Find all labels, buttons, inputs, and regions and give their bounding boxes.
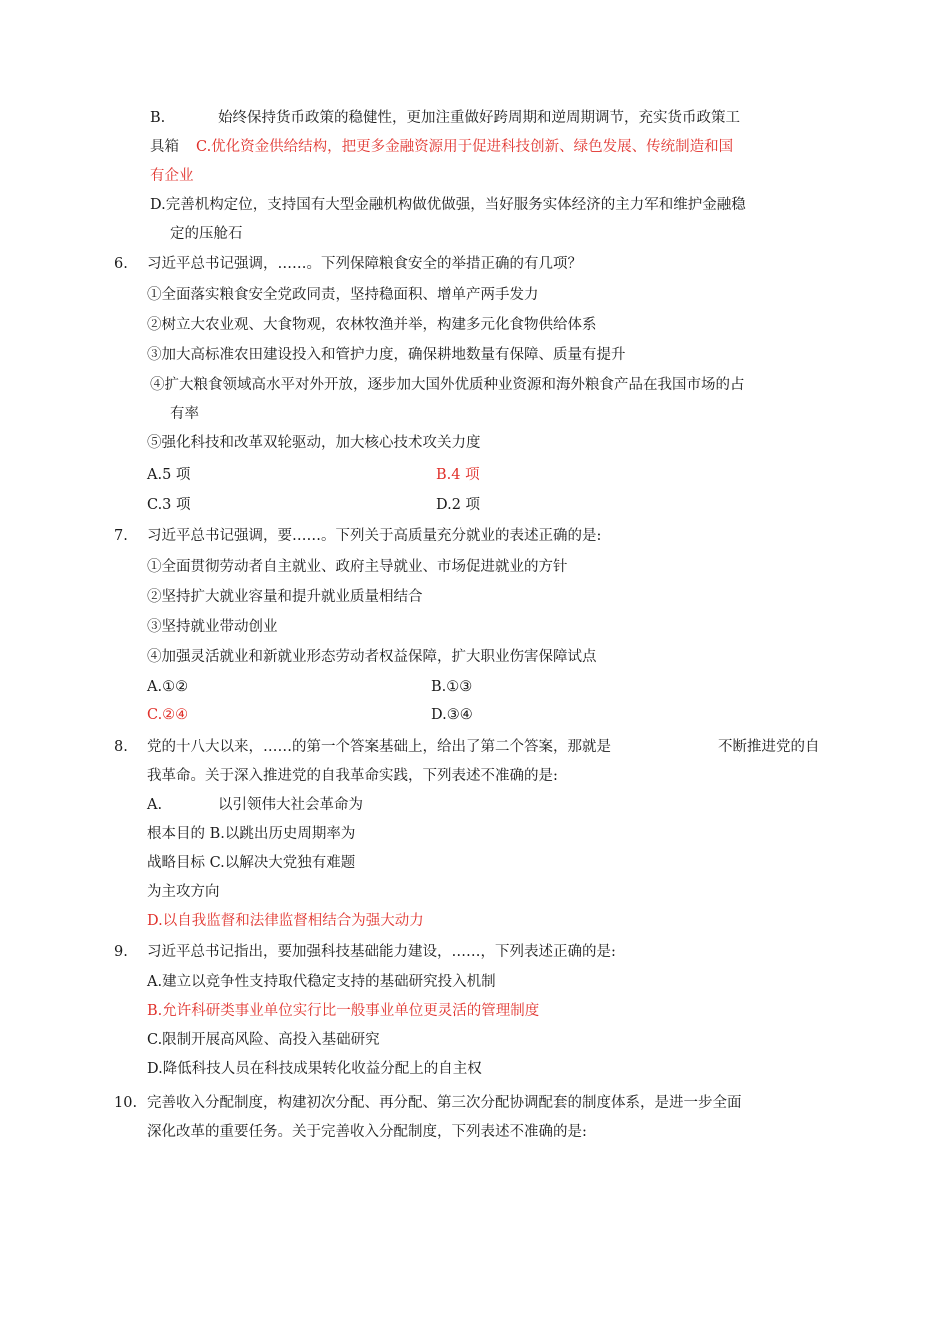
q7-stem: 习近平总书记强调，要……。下列关于高质量充分就业的表述正确的是: (147, 528, 602, 544)
q6-item-1: ①全面落实粮食安全党政同责，坚持稳面积、增单产两手发力 (147, 287, 539, 303)
q7-item-3: ③坚持就业带动创业 (147, 619, 278, 635)
q7-option-b: B.①③ (431, 679, 473, 695)
q6-stem: 习近平总书记强调，……。下列保障粮食安全的举措正确的有几项？ (147, 256, 582, 272)
q9-option-b: B.允许科研类事业单位实行比一般事业单位更灵活的管理制度 (147, 1003, 540, 1019)
q8-option-a-text: 以引领伟大社会革命为 (218, 797, 363, 813)
q8-options-line2: 根本目的 B.以跳出历史周期率为 (147, 826, 356, 842)
q5-option-c-line1: C.优化资金供给结构，把更多金融资源用于促进科技创新、绿色发展、传统制造和国 (196, 139, 734, 155)
q7-option-c: C.②④ (147, 707, 189, 723)
q8-options-line4: 为主攻方向 (147, 884, 220, 900)
q8-option-a-letter: A. (147, 797, 163, 813)
q8-number: 8. (114, 739, 128, 755)
q6-option-d: D.2 项 (436, 497, 481, 513)
q9-option-c: C.限制开展高风险、高投入基础研究 (147, 1032, 380, 1048)
q5-option-d-line1: D.完善机构定位，支持国有大型金融机构做优做强，当好服务实体经济的主力军和维护金融稳 (150, 197, 746, 213)
q10-number: 10. (114, 1095, 138, 1111)
q6-item-4-cont: 有率 (170, 406, 199, 422)
q6-item-5: ⑤强化科技和改革双轮驱动，加大核心技术攻关力度 (147, 435, 481, 451)
q6-option-b: B.4 项 (436, 467, 480, 483)
q6-item-4: ④扩大粮食领域高水平对外开放，逐步加大国外优质种业资源和海外粮食产品在我国市场的占 (150, 377, 745, 393)
q6-number: 6. (114, 256, 128, 272)
q5-option-b-line1: 始终保持货币政策的稳健性，更加注重做好跨周期和逆周期调节，充实货币政策工 (218, 110, 740, 126)
q5-option-b-letter: B. (150, 110, 166, 126)
q5-option-c-line2: 有企业 (150, 168, 194, 184)
q9-number: 9. (114, 944, 128, 960)
q6-item-3: ③加大高标准农田建设投入和管护力度，确保耕地数量有保障、质量有提升 (147, 347, 626, 363)
q7-item-4: ④加强灵活就业和新就业形态劳动者权益保障，扩大职业伤害保障试点 (147, 649, 597, 665)
q7-number: 7. (114, 528, 128, 544)
q7-option-d: D.③④ (431, 707, 473, 723)
q9-option-d: D.降低科技人员在科技成果转化收益分配上的自主权 (147, 1061, 482, 1077)
q6-item-2: ②树立大农业观、大食物观，农林牧渔并举，构建多元化食物供给体系 (147, 317, 597, 333)
q8-stem-line2: 我革命。关于深入推进党的自我革命实践，下列表述不准确的是: (147, 768, 558, 784)
q8-option-d: D.以自我监督和法律监督相结合为强大动力 (147, 913, 424, 929)
q7-option-a: A.①② (147, 679, 189, 695)
q8-options-line3: 战略目标 C.以解决大党独有难题 (147, 855, 356, 871)
q5-option-b-line2: 具箱 (150, 139, 179, 155)
q10-stem-line1: 完善收入分配制度，构建初次分配、再分配、第三次分配协调配套的制度体系，是进一步全面 (147, 1095, 742, 1111)
q7-item-1: ①全面贯彻劳动者自主就业、政府主导就业、市场促进就业的方针 (147, 559, 568, 575)
q6-option-a: A.5 项 (147, 467, 191, 483)
q8-stem-line1-end: 不断推进党的自 (718, 739, 820, 755)
q9-option-a: A.建立以竞争性支持取代稳定支持的基础研究投入机制 (147, 974, 496, 990)
q9-stem: 习近平总书记指出，要加强科技基础能力建设，……，下列表述正确的是: (147, 944, 616, 960)
q6-option-c: C.3 项 (147, 497, 191, 513)
q8-stem-line1: 党的十八大以来，……的第一个答案基础上，给出了第二个答案，那就是 (147, 739, 611, 755)
q7-item-2: ②坚持扩大就业容量和提升就业质量相结合 (147, 589, 423, 605)
q10-stem-line2: 深化改革的重要任务。关于完善收入分配制度，下列表述不准确的是: (147, 1124, 587, 1140)
q5-option-d-line2: 定的压舱石 (170, 226, 243, 242)
